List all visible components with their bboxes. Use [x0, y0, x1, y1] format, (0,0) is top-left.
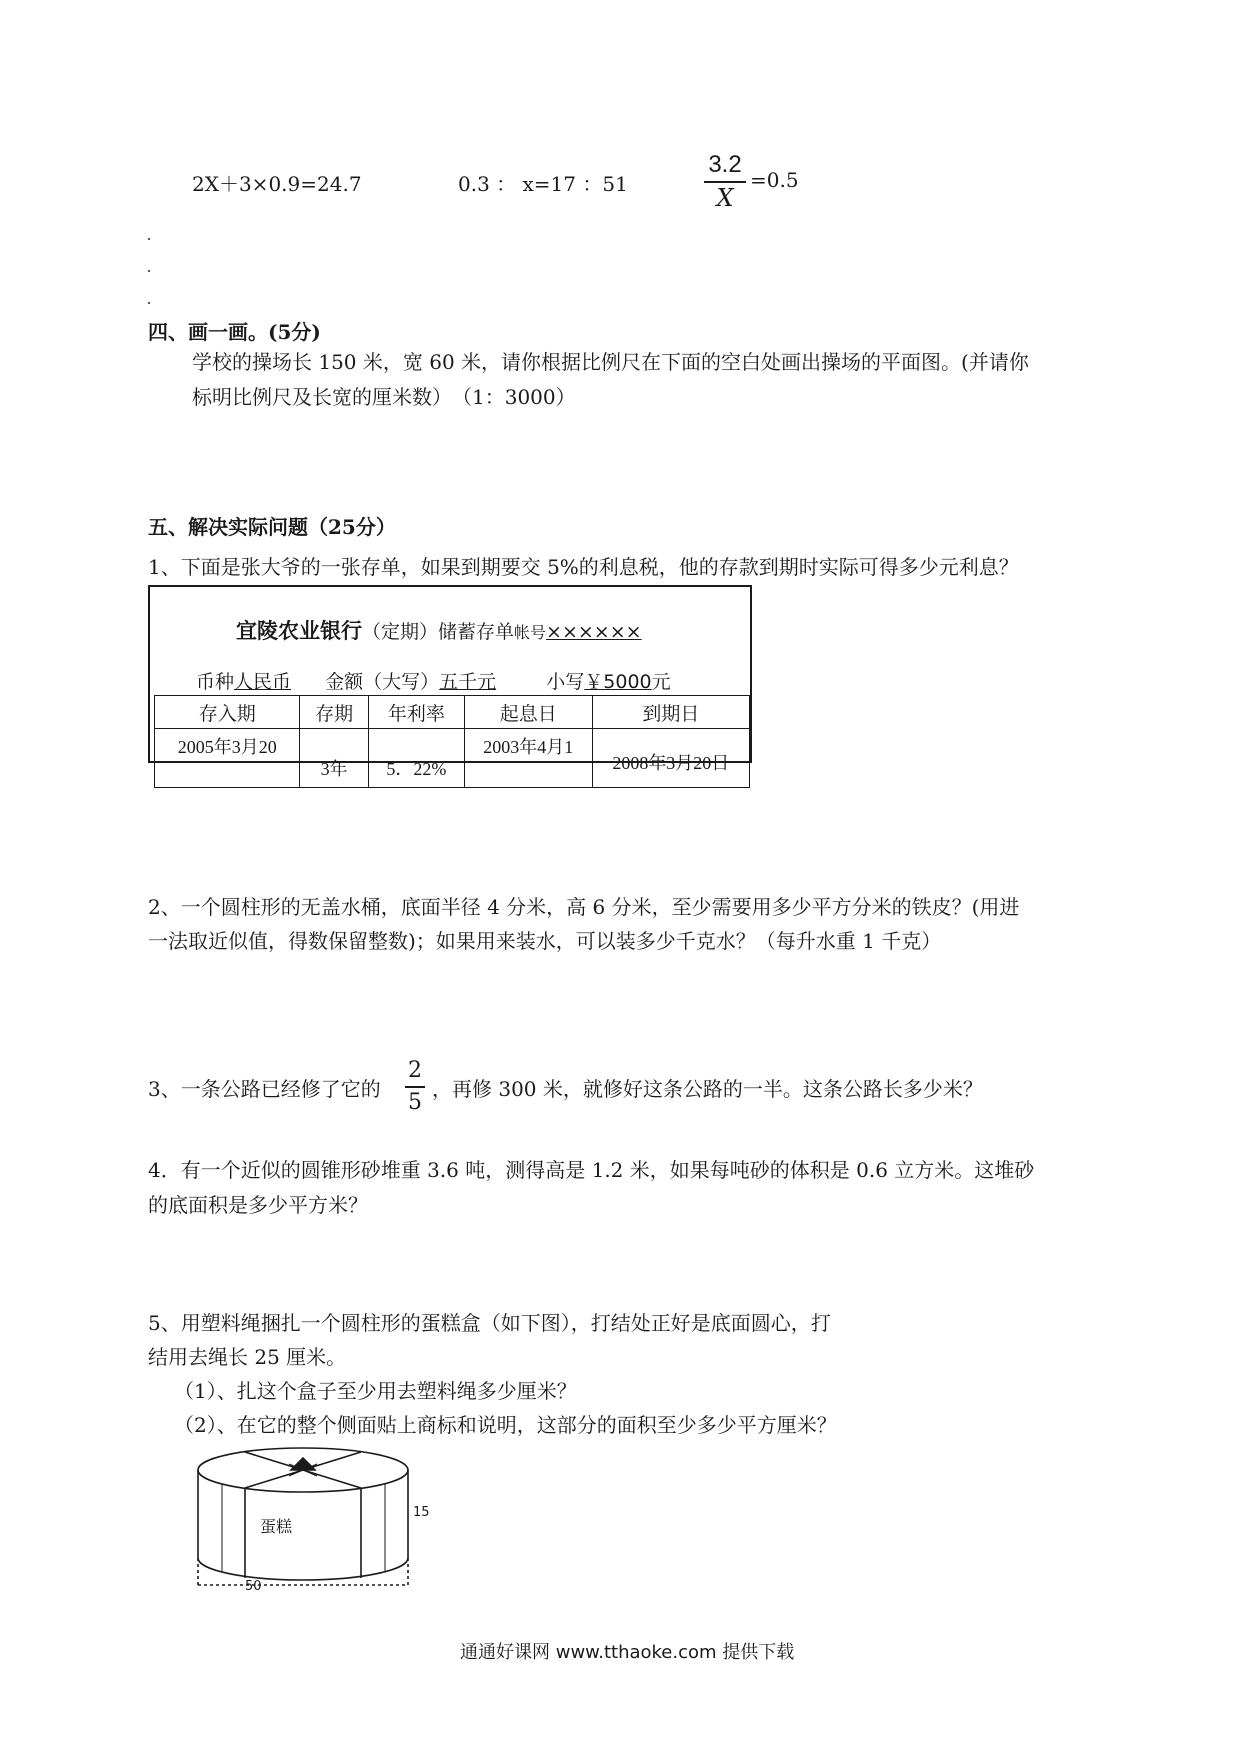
question-4-line-2: 的底面积是多少平方米？ — [148, 1193, 368, 1217]
amount-value: 五千元 — [439, 671, 497, 693]
section-4-heading: 四、画一画。(5分) — [148, 320, 321, 344]
equation-3-fraction — [700, 150, 750, 212]
account-label: 帐号 — [514, 623, 547, 642]
section-4-line-2: 标明比例尺及长宽的厘米数） （1：3000） — [192, 385, 576, 409]
width-label: 50 — [245, 1579, 262, 1594]
height-label: 15 — [413, 1505, 430, 1520]
table-header-row — [155, 696, 750, 729]
currency-label: 币种 — [196, 671, 235, 693]
bank-name: 宜陵农业银行 — [236, 619, 362, 643]
cell-rate: 5．22% — [368, 729, 464, 788]
equation-3-rhs: =0.5 — [750, 168, 799, 192]
question-3-fraction — [400, 1058, 430, 1116]
slip-amount-row — [196, 667, 671, 694]
fraction-denominator: X — [716, 184, 734, 212]
slip-table — [154, 695, 750, 788]
currency-value: 人民币 — [234, 671, 292, 693]
question-4-line-1: 4．有一个近似的圆锥形砂堆重 3.6 吨，测得高是 1.2 米，如果每吨砂的体积是 0.6 立方米。这堆砂 — [148, 1158, 1035, 1182]
table-row — [155, 729, 750, 788]
small-amount-label: 小写 — [546, 671, 585, 693]
cell-term: 3年 — [300, 729, 368, 788]
deposit-slip — [148, 585, 752, 779]
amount-label: 金额（大写） — [325, 671, 440, 693]
slip-title — [236, 615, 642, 645]
fraction-numerator: 3.2 — [708, 151, 742, 178]
cake-box-figure — [185, 1440, 430, 1594]
cell-deposit-date: 2005年3月20 — [155, 729, 300, 788]
equation-1: 2X＋3×0.9=24.7 — [192, 172, 362, 196]
small-amount-unit: 元 — [651, 671, 671, 693]
question-5-line-1: 5、用塑料绳捆扎一个圆柱形的蛋糕盒（如下图），打结处正好是底面圆心，打 — [148, 1311, 831, 1335]
equation-2: 0.3 ： x=17 ：51 — [458, 172, 628, 196]
account-number: ×××××× — [546, 621, 642, 643]
section-4-line-1: 学校的操场长 150 米，宽 60 米，请你根据比例尺在下面的空白处画出操场的平面图。(并请你 — [192, 350, 1029, 374]
header-rate: 年利率 — [368, 696, 464, 729]
small-amount-value: ￥5000 — [584, 671, 652, 693]
question-2-line-2: 一法取近似值，得数保留整数)；如果用来装水，可以装多少千克水？（每升水重 1 千克） — [148, 929, 942, 953]
q3-denominator: 5 — [408, 1090, 422, 1115]
section-5-heading: 五、解决实际问题（25分） — [148, 515, 396, 539]
header-deposit-date: 存入期 — [155, 696, 300, 729]
question-5-sub-2: （2）、在它的整个侧面贴上商标和说明，这部分的面积至少多少平方厘米？ — [174, 1413, 837, 1437]
question-3-after: ，再修 300 米，就修好这条公路的一半。这条公路长多少米？ — [432, 1077, 983, 1101]
header-term: 存期 — [300, 696, 368, 729]
header-start-date: 起息日 — [464, 696, 592, 729]
page-footer: 通通好课网 www.tthaoke.com 提供下载 — [460, 1642, 795, 1663]
question-5-sub-1: （1）、扎这个盒子至少用去塑料绳多少厘米？ — [174, 1379, 577, 1403]
cake-label: 蛋糕 — [260, 1517, 293, 1536]
question-3-before: 3、一条公路已经修了它的 — [148, 1077, 381, 1101]
slip-type: （定期）储蓄存单 — [362, 621, 515, 643]
question-1: 1、下面是张大爷的一张存单，如果到期要交 5%的利息税，他的存款到期时实际可得多少元利息？ — [148, 555, 1019, 579]
header-maturity-date: 到期日 — [592, 696, 749, 729]
question-5-line-2: 结用去绳长 25 厘米。 — [148, 1345, 347, 1369]
question-2-line-1: 2、一个圆柱形的无盖水桶，底面半径 4 分米，高 6 分米，至少需要用多少平方分米的铁皮？(用进 — [148, 895, 1020, 919]
cell-start-date: 2003年4月1 — [464, 729, 592, 788]
q3-numerator: 2 — [408, 1058, 422, 1083]
cell-maturity-date: 2008年3月20日 — [592, 729, 749, 788]
